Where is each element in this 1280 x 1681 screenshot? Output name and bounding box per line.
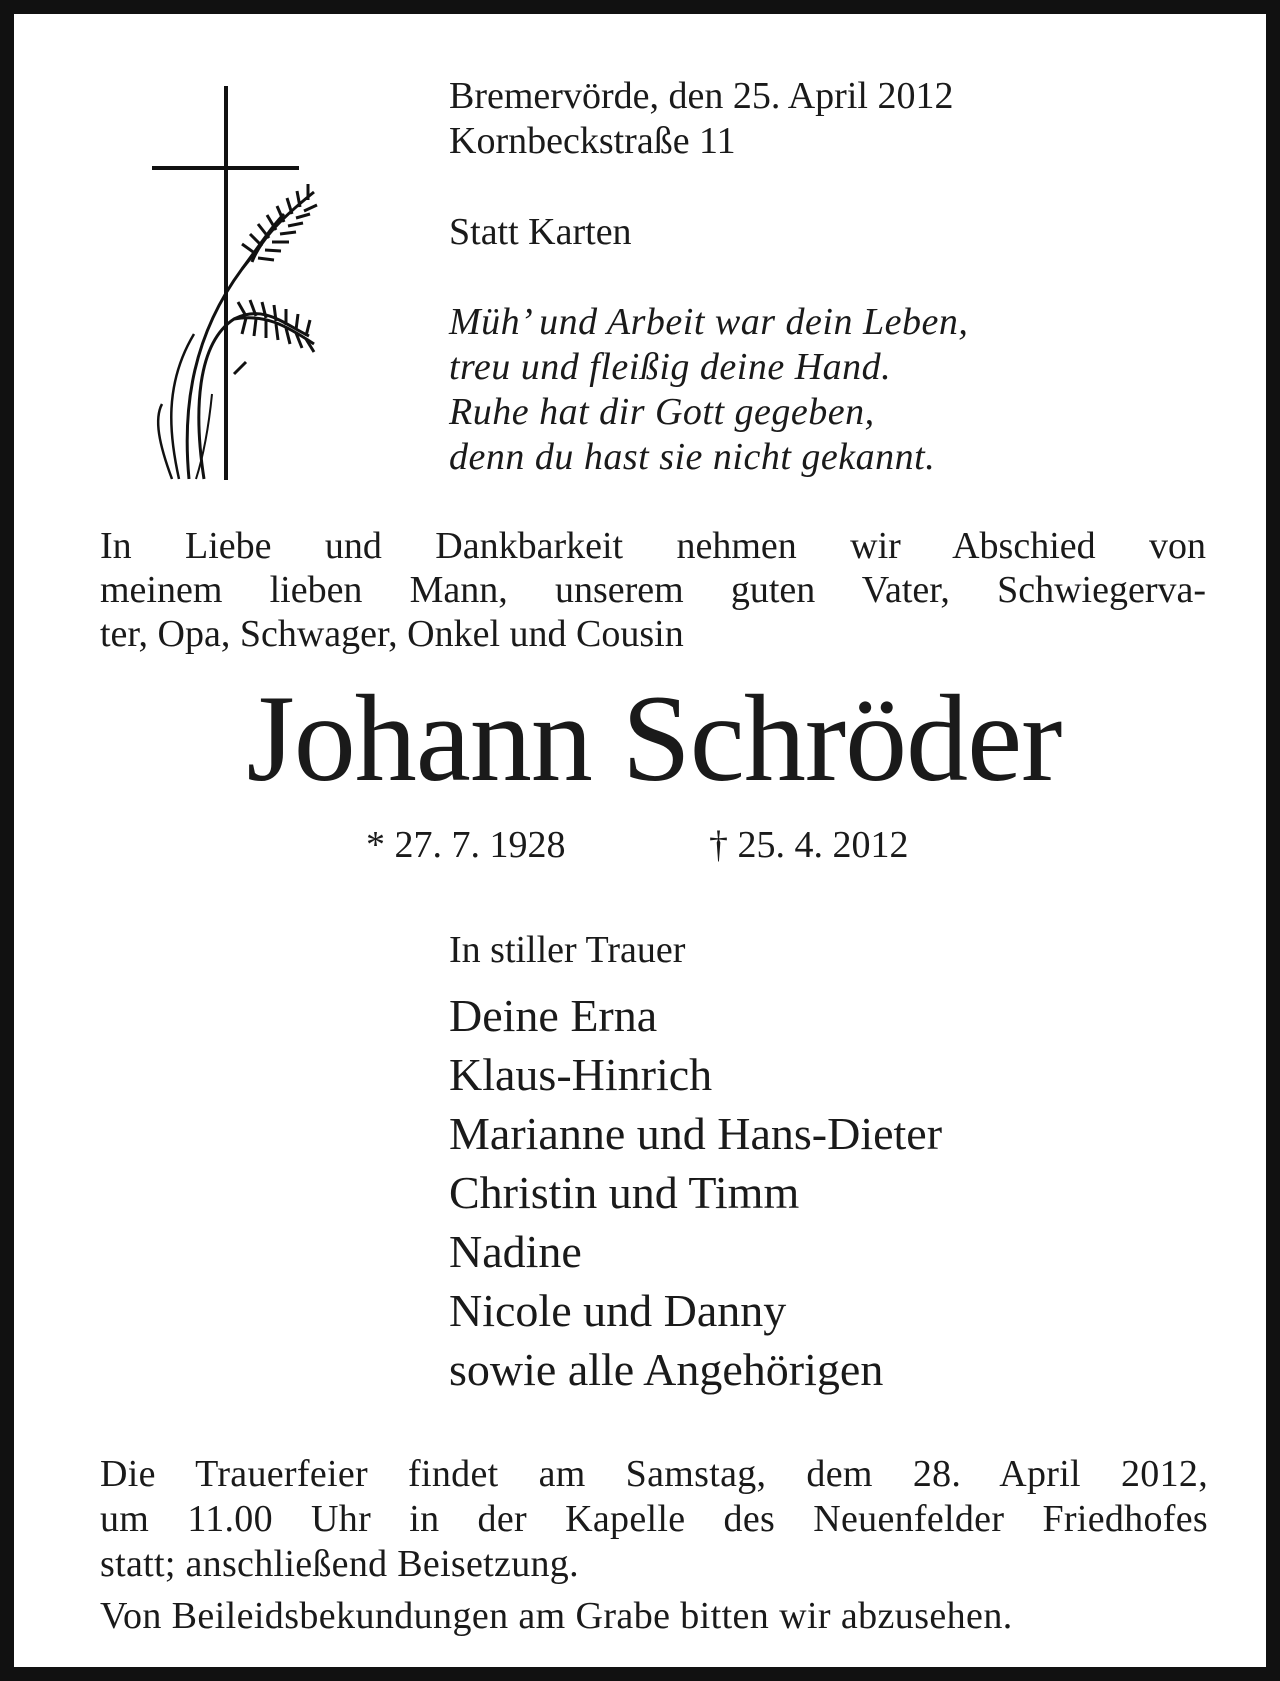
service-line: Die Trauerfeier findet am Samstag, dem 28. April 2012,	[100, 1453, 1208, 1495]
intro-line: meinem lieben Mann, unserem guten Vater, Schwiegerva-	[100, 569, 1206, 611]
family-member: Deine Erna	[449, 990, 658, 1041]
intro-line: ter, Opa, Schwager, Onkel und Cousin	[100, 613, 684, 655]
service-line: um 11.00 Uhr in der Kapelle des Neuenfelder Friedhofes	[100, 1498, 1208, 1540]
header-place-date	[449, 74, 1209, 164]
poem-line: denn du hast sie nicht gekannt.	[449, 436, 936, 478]
poem-line: Müh’ und Arbeit war dein Leben,	[449, 301, 969, 343]
death-date: † 25. 4. 2012	[709, 824, 909, 866]
deceased-name: Johann Schröder	[246, 670, 1062, 807]
family-member: Nadine	[449, 1226, 582, 1277]
poem-line: treu und fleißig deine Hand.	[449, 346, 892, 388]
address: Kornbeckstraße 11	[449, 120, 736, 162]
poem	[449, 300, 968, 480]
cross-with-wheat-icon	[134, 74, 354, 494]
family-member: Klaus-Hinrich	[449, 1049, 713, 1100]
service-line: statt; anschließend Beisetzung.	[100, 1543, 579, 1585]
family-member: sowie alle Angehörigen	[449, 1344, 884, 1395]
service-info	[100, 1452, 1208, 1587]
place-date: Bremervörde, den 25. April 2012	[449, 75, 954, 117]
intro-text	[100, 524, 1206, 656]
condolence-note: Von Beileidsbekundungen am Grabe bitten wir abzusehen.	[100, 1595, 1013, 1637]
statt-karten: Statt Karten	[449, 211, 632, 253]
birth-date: * 27. 7. 1928	[366, 824, 566, 866]
intro-line: In Liebe und Dankbarkeit nehmen wir Abschied von	[100, 525, 1206, 567]
poem-line: Ruhe hat dir Gott gegeben,	[449, 391, 875, 433]
family-member: Christin und Timm	[449, 1167, 800, 1218]
family-list	[449, 986, 942, 1399]
family-member: Nicole und Danny	[449, 1285, 787, 1336]
family-member: Marianne und Hans-Dieter	[449, 1108, 943, 1159]
mourning-label: In stiller Trauer	[449, 929, 686, 971]
